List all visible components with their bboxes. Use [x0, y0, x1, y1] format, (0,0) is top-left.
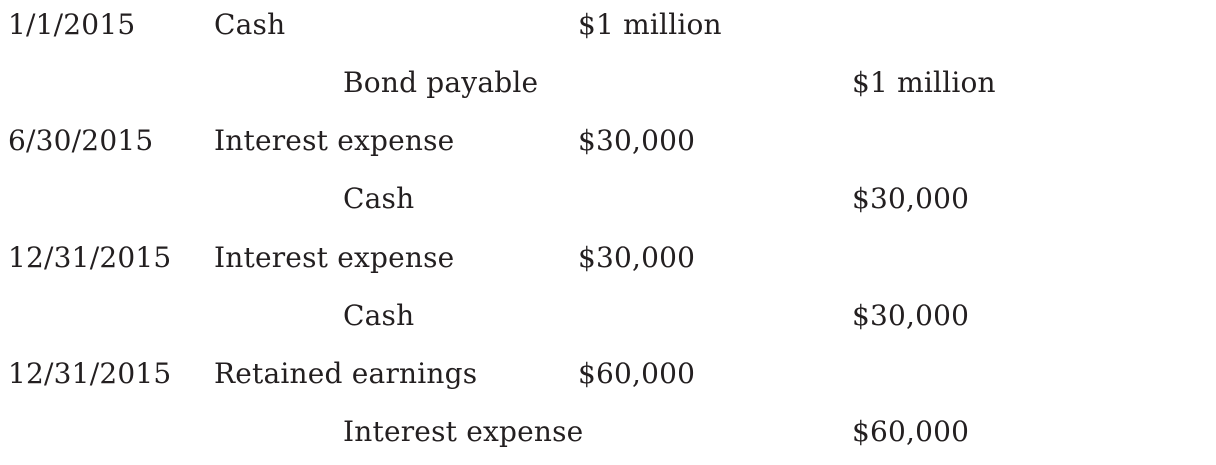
- credit-account: Cash: [343, 299, 415, 332]
- credit-amount: $30,000: [852, 182, 970, 215]
- credit-line: [0, 58, 1216, 116]
- debit-amount: $30,000: [578, 124, 696, 157]
- credit-line: [0, 407, 1216, 465]
- debit-line: [0, 233, 1216, 291]
- entry-date: 6/30/2015: [8, 124, 154, 157]
- debit-account: Interest expense: [214, 241, 455, 274]
- debit-account: Retained earnings: [214, 357, 478, 390]
- debit-amount: $60,000: [578, 357, 696, 390]
- credit-amount: $60,000: [852, 415, 970, 448]
- debit-line: [0, 349, 1216, 407]
- entry-date: 12/31/2015: [8, 357, 172, 390]
- debit-line: [0, 0, 1216, 58]
- entry-date: 12/31/2015: [8, 241, 172, 274]
- debit-amount: $1 million: [578, 8, 722, 41]
- debit-account: Cash: [214, 8, 286, 41]
- credit-account: Interest expense: [343, 415, 584, 448]
- credit-account: Bond payable: [343, 66, 539, 99]
- credit-amount: $30,000: [852, 299, 970, 332]
- debit-line: [0, 116, 1216, 174]
- credit-line: [0, 174, 1216, 232]
- credit-line: [0, 291, 1216, 349]
- debit-account: Interest expense: [214, 124, 455, 157]
- credit-account: Cash: [343, 182, 415, 215]
- debit-amount: $30,000: [578, 241, 696, 274]
- credit-amount: $1 million: [852, 66, 996, 99]
- entry-date: 1/1/2015: [8, 8, 136, 41]
